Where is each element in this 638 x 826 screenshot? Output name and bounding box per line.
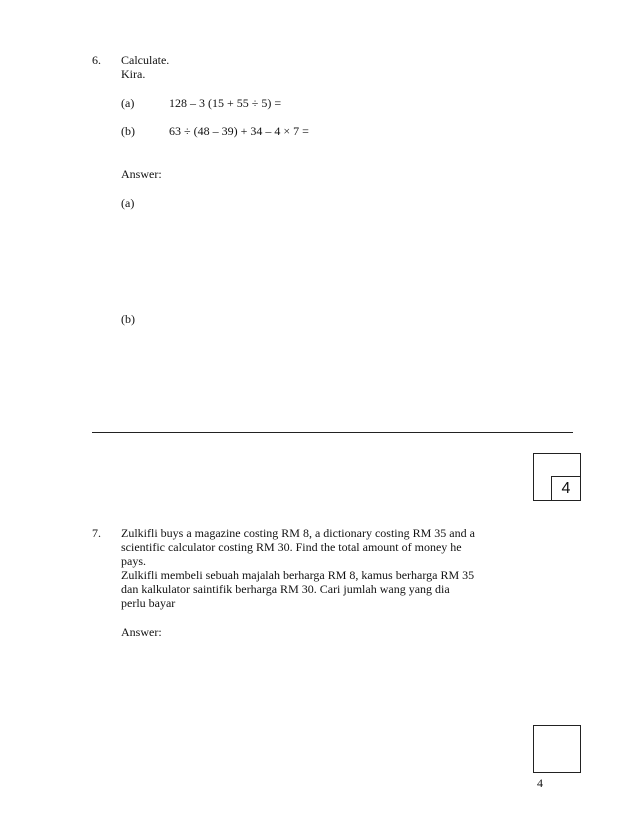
question-7-line-en-3: pays. bbox=[121, 554, 146, 568]
question-6b-expression: 63 ÷ (48 – 39) + 34 – 4 × 7 = bbox=[169, 124, 309, 138]
question-6b-label: (b) bbox=[121, 124, 135, 138]
question-6-answer-label: Answer: bbox=[121, 167, 162, 181]
question-6a-label: (a) bbox=[121, 96, 135, 110]
question-6a-expression: 128 – 3 (15 + 55 ÷ 5) = bbox=[169, 96, 282, 110]
question-7-line-ms-3: perlu bayar bbox=[121, 596, 176, 610]
question-6b-answer-label: (b) bbox=[121, 312, 135, 326]
question-6b-answer-space[interactable] bbox=[121, 328, 561, 424]
question-6-instruction-en: Calculate. bbox=[121, 53, 170, 67]
page-number: 4 bbox=[537, 776, 543, 790]
question-7-answer-space[interactable] bbox=[121, 642, 521, 762]
section-divider bbox=[92, 432, 573, 433]
question-6a-answer-space[interactable] bbox=[121, 212, 561, 308]
question-6-number: 6. bbox=[92, 53, 101, 67]
question-7-answer-label: Answer: bbox=[121, 625, 162, 639]
question-6-marks: 4 bbox=[551, 476, 581, 501]
question-7-line-ms-1: Zulkifli membeli sebuah majalah berharga RM 8, kamus berharga RM 35 bbox=[121, 568, 475, 582]
question-7-line-ms-2: dan kalkulator saintifik berharga RM 30. Cari jumlah wang yang dia bbox=[121, 582, 450, 596]
question-6a-answer-label: (a) bbox=[121, 196, 135, 210]
question-7-number: 7. bbox=[92, 526, 101, 540]
question-6-instruction-ms: Kira. bbox=[121, 67, 146, 81]
question-7-mark-box bbox=[533, 725, 581, 773]
question-7-line-en-2: scientific calculator costing RM 30. Find the total amount of money he bbox=[121, 540, 462, 554]
question-7-line-en-1: Zulkifli buys a magazine costing RM 8, a dictionary costing RM 35 and a bbox=[121, 526, 475, 540]
